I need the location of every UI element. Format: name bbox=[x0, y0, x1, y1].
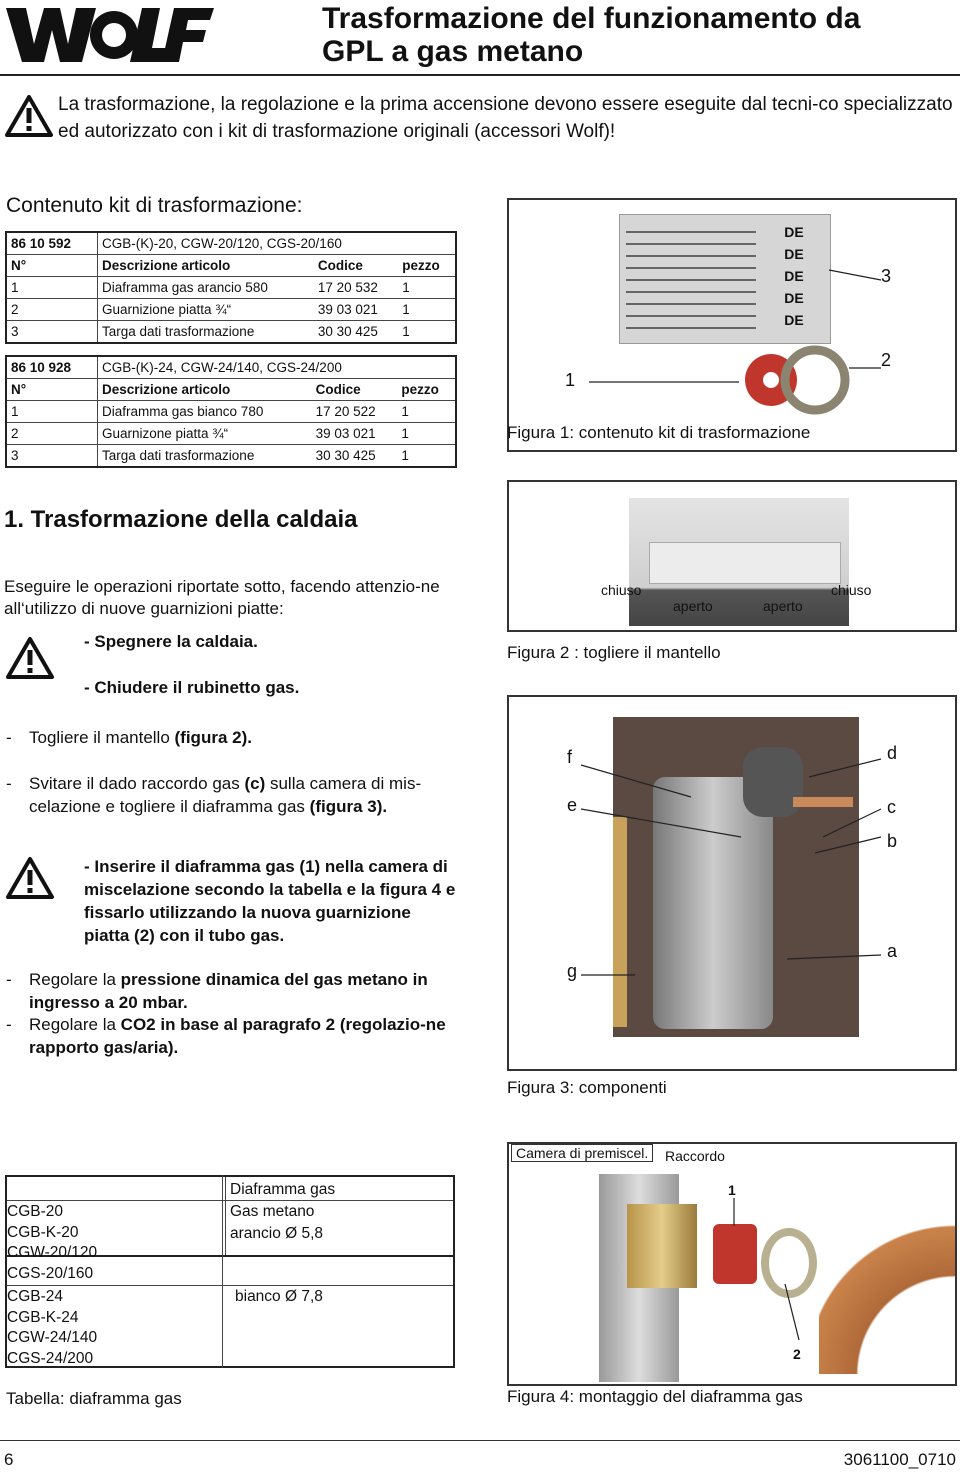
diaphragm-table: Diaframma gas Gas metano arancio Ø 5,8 bbox=[5, 1175, 455, 1257]
label-f: f bbox=[567, 747, 573, 767]
intro-text: Eseguire le operazioni riportate sotto, facendo attenzio-ne all‘utilizzo di nuove guarnizioni piatte: bbox=[4, 577, 440, 618]
label-b: b bbox=[887, 831, 898, 851]
kit-table-1: 86 10 592 CGB-(K)-20, CGW-20/120, CGS-20/160 N° Descrizione articolo Codice pezzo 1 Diaframma gas arancio 580 17 20 532 1 2 Guarnizione piatta ¾“ 39 03 021 1 3 Targa dati trasformazione 30 30 425 1 bbox=[5, 231, 457, 344]
figure-1-drawing bbox=[509, 200, 955, 450]
warning-icon bbox=[5, 856, 55, 900]
label-1: 1 bbox=[565, 370, 576, 390]
table-row: 2 Guarnizione piatta ¾“ 39 03 021 1 bbox=[6, 299, 456, 321]
kit-code: 86 10 592 bbox=[6, 232, 98, 255]
conversion-plate: DE DE DE DE DE bbox=[619, 214, 831, 344]
page-number: 6 bbox=[4, 1450, 14, 1469]
warn-step: - Inserire il diaframma gas (1) nella camera di miscelazione secondo la tabella e la figura 4 e fissarlo utilizzando la nuova guarnizione piatta (2) con il tubo gas. bbox=[84, 857, 456, 945]
label-camera: Camera di premiscel. bbox=[511, 1144, 653, 1162]
step-item: - Togliere il mantello (figura 2). bbox=[6, 728, 252, 747]
label-2: 2 bbox=[793, 1346, 801, 1362]
figure-3 bbox=[507, 695, 957, 1071]
control-panel bbox=[649, 542, 841, 584]
step-item: - Regolare la pressione dinamica del gas metano in ingresso a 20 mbar. bbox=[6, 970, 428, 1012]
label-1: 1 bbox=[728, 1182, 736, 1198]
table-caption: Tabella: diaframma gas bbox=[6, 1389, 182, 1408]
figure-2 bbox=[507, 480, 957, 632]
kit-table-2: 86 10 928 CGB-(K)-24, CGW-24/140, CGS-24/200 N° Descrizione articolo Codice pezzo 1 Diaframma gas bianco 780 17 20 522 1 2 Guarnizone piatta ¾“ 39 03 021 1 3 Targa dati trasformazione 30 30 425 1 bbox=[5, 355, 457, 468]
label-aperto: aperto bbox=[763, 598, 803, 614]
warn-bullet: - Spegnere la caldaia. bbox=[84, 632, 258, 651]
table-row: 3 Targa dati trasformazione 30 30 425 1 bbox=[6, 445, 456, 468]
model-group-2: CGB-24 CGB-K-24 CGW-24/140 CGS-24/200 bbox=[7, 1288, 98, 1367]
figure-4-caption: Figura 4: montaggio del diaframma gas bbox=[507, 1387, 803, 1406]
figure-1 bbox=[507, 198, 957, 452]
warning-icon bbox=[5, 636, 55, 680]
warning-text: La trasformazione, la regolazione e la prima accensione devono essere eseguite dal tecni-co specializzato ed autorizzato con i kit di trasformazione originali (accessori Wolf)! bbox=[58, 94, 953, 142]
label-raccordo: Raccordo bbox=[665, 1148, 725, 1164]
warning-icon bbox=[4, 94, 54, 138]
label-aperto: aperto bbox=[673, 598, 713, 614]
figure-4-leaders bbox=[509, 1144, 955, 1384]
label-chiuso: chiuso bbox=[601, 582, 642, 598]
step-item: - Svitare il dado raccordo gas (c) sulla camera di mis-celazione e togliere il diaframma gas (figura 3). bbox=[6, 774, 422, 816]
label-e: e bbox=[567, 795, 578, 815]
section-heading: 1. Trasformazione della caldaia bbox=[4, 506, 358, 533]
label-d: d bbox=[887, 743, 898, 763]
label-chiuso: chiuso bbox=[831, 582, 872, 598]
table-row: 3 Targa dati trasformazione 30 30 425 1 bbox=[6, 321, 456, 344]
table-row: 1 Diaframma gas arancio 580 17 20 532 1 bbox=[6, 277, 456, 299]
wolf-logo bbox=[4, 4, 214, 66]
kit-models: CGB-(K)-20, CGW-20/120, CGS-20/160 bbox=[98, 232, 457, 255]
table-row: 2 Guarnizone piatta ¾“ 39 03 021 1 bbox=[6, 423, 456, 445]
figure-1-caption: Figura 1: contenuto kit di trasformazione bbox=[507, 423, 811, 442]
model-group-1: CGB-20 CGB-K-20 CGW-20/120 CGS-20/160 bbox=[7, 1203, 98, 1282]
doc-number: 3061100_0710 bbox=[843, 1450, 956, 1469]
label-3: 3 bbox=[881, 266, 892, 286]
footer-rule bbox=[0, 1440, 960, 1441]
label-a: a bbox=[887, 941, 898, 961]
kit-title: Contenuto kit di trasformazione: bbox=[6, 194, 303, 217]
label-c: c bbox=[887, 797, 896, 817]
label-2: 2 bbox=[881, 350, 892, 370]
label-g: g bbox=[567, 961, 578, 981]
figure-3-caption: Figura 3: componenti bbox=[507, 1078, 667, 1097]
warn-bullet: - Chiudere il rubinetto gas. bbox=[84, 678, 300, 697]
kit-models: CGB-(K)-24, CGW-24/140, CGS-24/200 bbox=[98, 356, 457, 379]
figure-4 bbox=[507, 1142, 957, 1386]
page-title: Trasformazione del funzionamento da GPL a gas metano bbox=[322, 2, 861, 68]
figure-2-caption: Figura 2 : togliere il mantello bbox=[507, 643, 721, 662]
table-row: 1 Diaframma gas bianco 780 17 20 522 1 bbox=[6, 401, 456, 423]
kit-code: 86 10 928 bbox=[6, 356, 98, 379]
step-item: - Regolare la CO2 in base al paragrafo 2 (regolazio-ne rapporto gas/aria). bbox=[6, 1015, 446, 1057]
diaphragm-white: bianco Ø 7,8 bbox=[235, 1288, 323, 1305]
header-rule bbox=[0, 74, 960, 76]
